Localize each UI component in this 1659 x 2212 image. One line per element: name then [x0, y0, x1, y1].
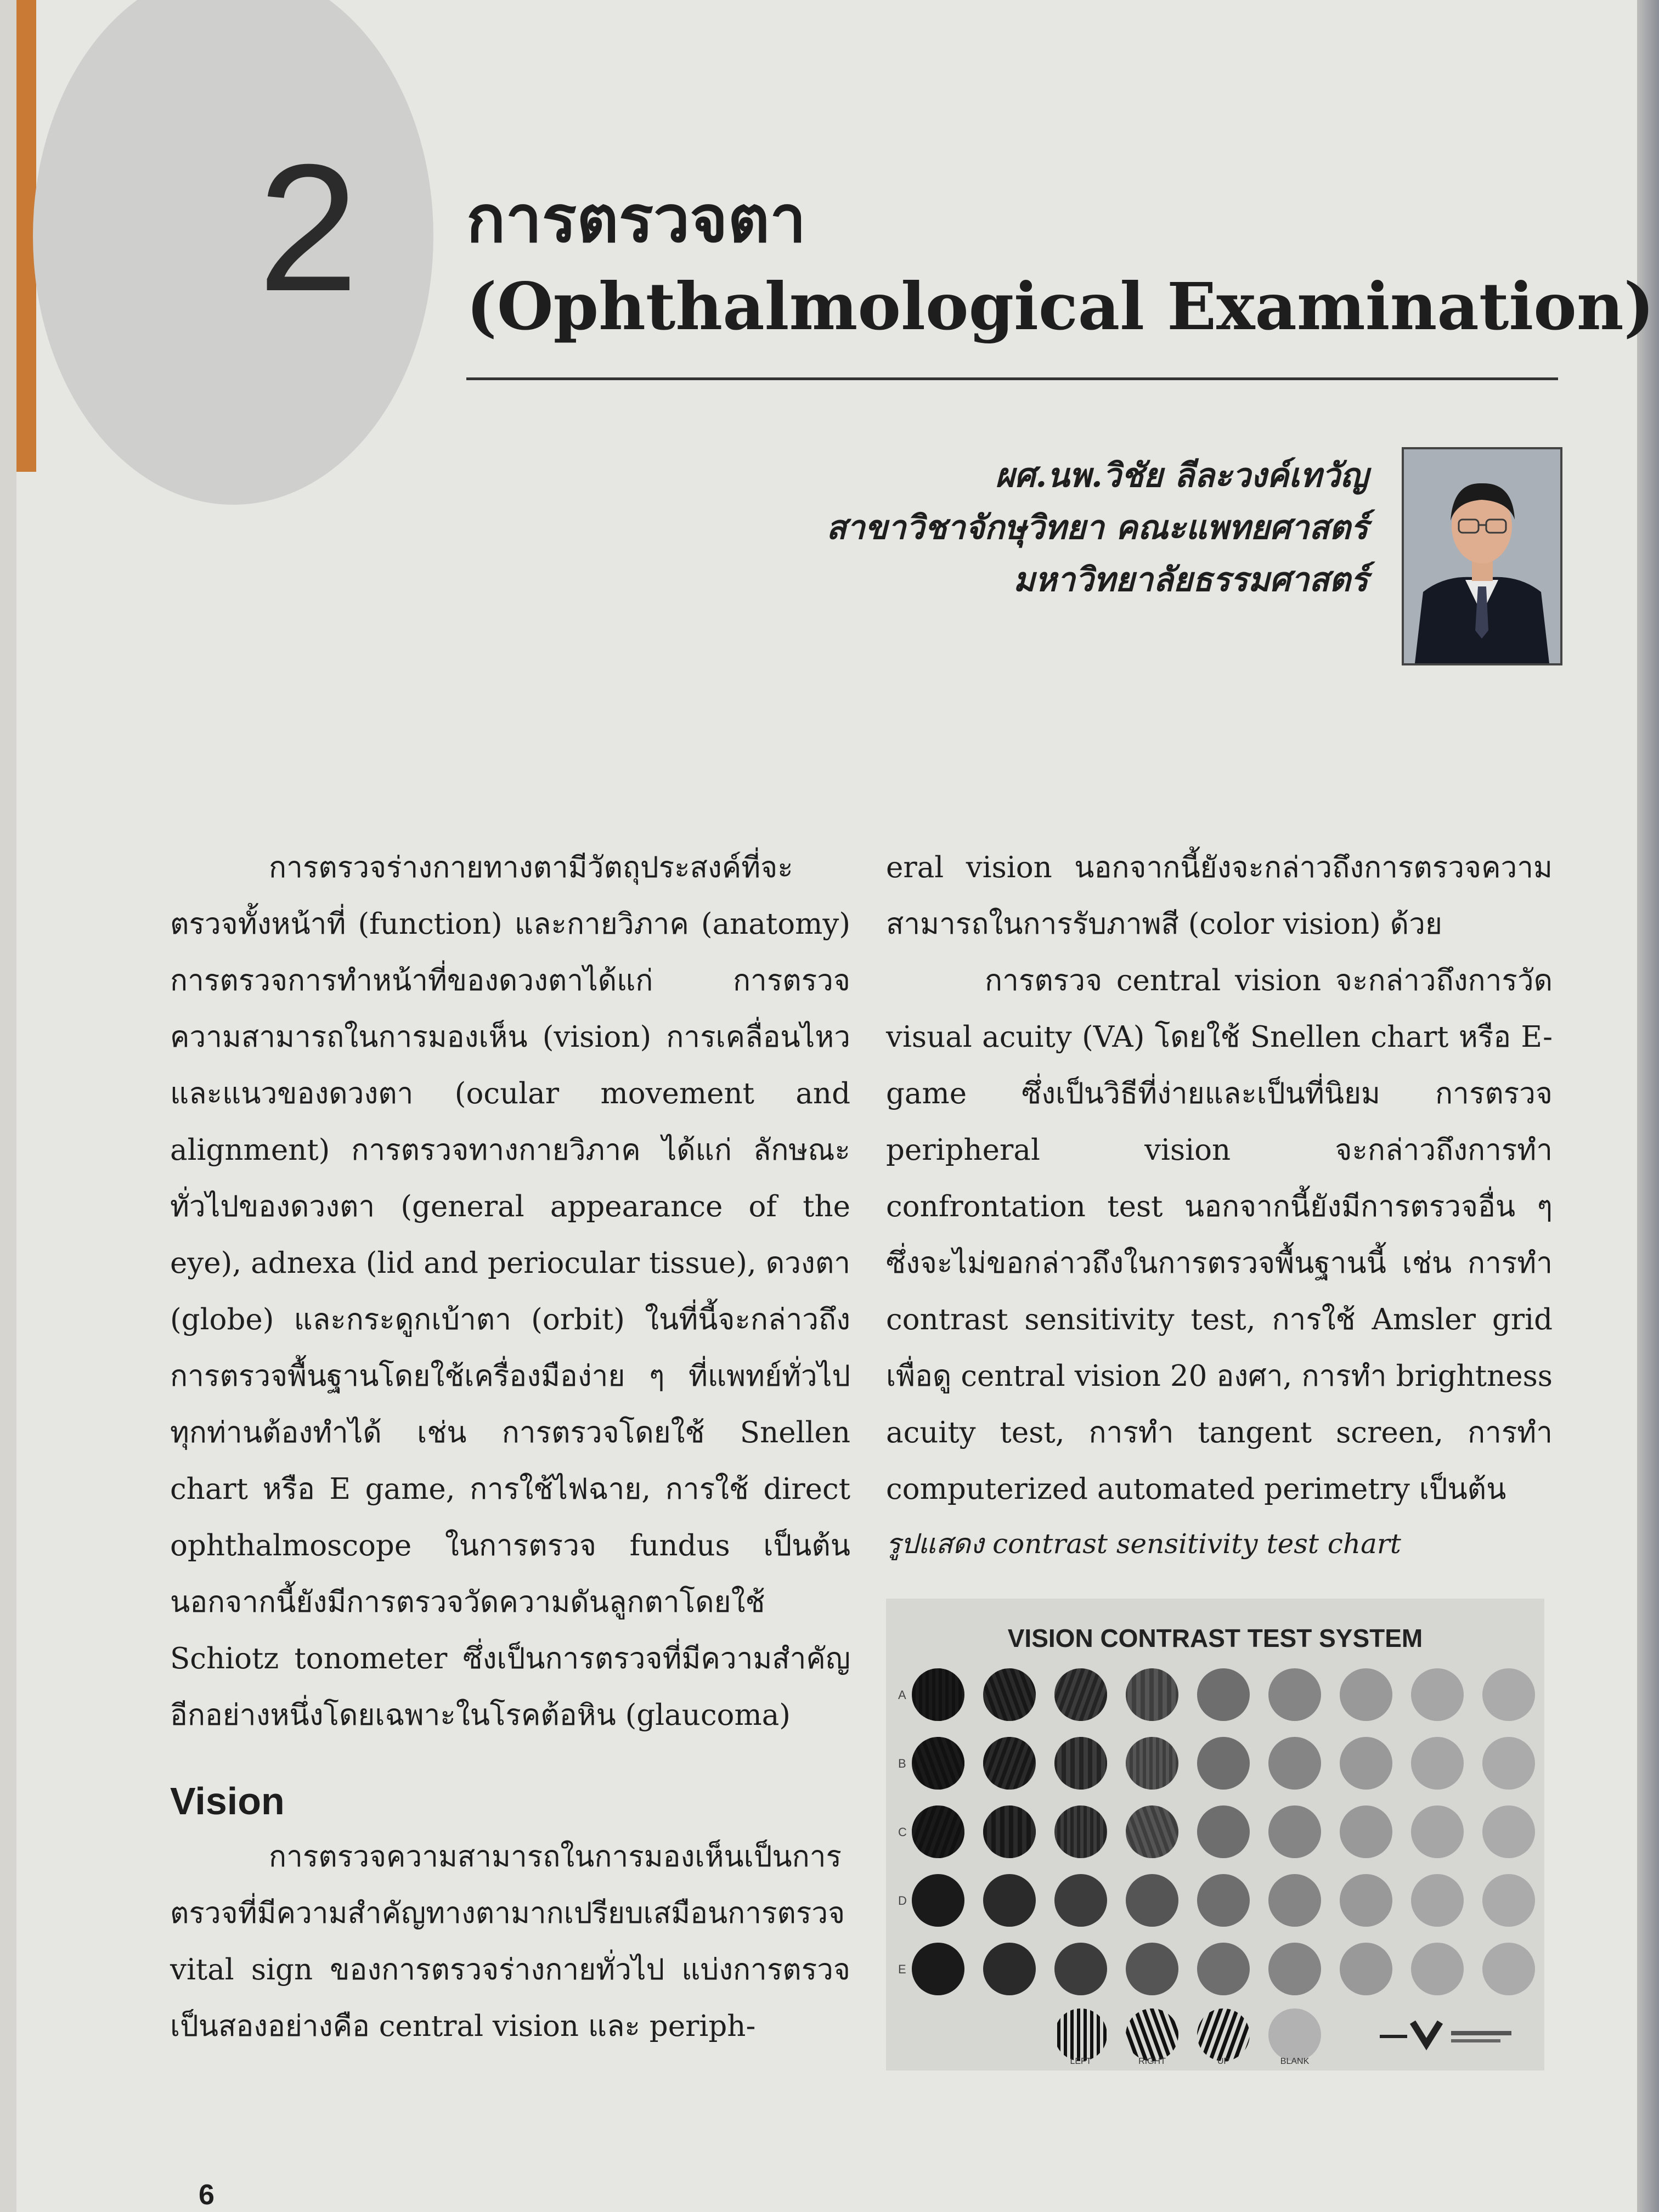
contrast-disc [1126, 1874, 1178, 1927]
contrast-disc-grating [983, 1737, 1036, 1790]
contrast-chart-svg [886, 1599, 1544, 2070]
contrast-disc [1411, 1805, 1464, 1858]
demo-disc [1054, 2008, 1107, 2061]
contrast-disc [1340, 1874, 1392, 1927]
contrast-disc [1411, 1737, 1464, 1790]
book-spine-shadow [0, 0, 16, 2212]
contrast-disc [1197, 1874, 1250, 1927]
title-divider [466, 377, 1558, 380]
contrast-disc [1268, 1805, 1321, 1858]
intro-paragraph: การตรวจร่างกายทางตามีวัตถุประสงค์ที่จะตรวจทั้งหน้าที่ (function) และกายวิภาค (anatomy) การตรวจการทำหน้าที่ของดวงตาได้แก่ การตรวจความสามารถในการมองเห็น (vision) การเคลื่อนไหวและแนวของดวงตา (ocular movement and alignment) การตรวจทางกายวิภาค ได้แก่ ลักษณะทั่วไปของดวงตา (general appearance of the eye), adnexa (lid and periocular tissue), ดวงตา (globe) และกระดูกเบ้าตา (orbit) ในที่นี้จะกล่าวถึงการตรวจพื้นฐานโดยใช้เครื่องมือง่าย ๆ ที่แพทย์ทั่วไปทุกท่านต้องทำได้ เช่น การตรวจโดยใช้ Snellen chart หรือ E game, การใช้ไฟฉาย, การใช้ direct ophthalmoscope ในการตรวจ fundus เป็นต้น นอกจากนี้ยังมีการตรวจวัดความดันลูกตาโดยใช้ Schiotz tonometer ซึ่งเป็นการตรวจที่มีความสำคัญอีกอย่างหนึ่งโดยเฉพาะในโรคต้อหิน (glaucoma) [170, 851, 850, 1732]
contrast-disc-grating [983, 1668, 1036, 1721]
contrast-disc-grating [1054, 1737, 1107, 1790]
contrast-disc [1197, 1668, 1250, 1721]
contrast-disc [912, 1874, 964, 1927]
author-photo [1402, 447, 1562, 665]
contrast-disc [1268, 1737, 1321, 1790]
blank-disc [1268, 2008, 1321, 2061]
author-name: ผศ.นพ.วิชัย ลีละวงค์เทวัญ [995, 456, 1368, 495]
check-mark-icon [1380, 2022, 1511, 2044]
vision-paragraph: การตรวจความสามารถในการมองเห็นเป็นการตรวจที่มีความสำคัญทางตามากเปรียบเสมือนการตรวจ vital sign ของการตรวจร่างกายทั่วไป แบ่งการตรวจเป็นสองอย่างคือ central vision และ periph- [170, 1840, 850, 2043]
left-column [170, 839, 850, 2055]
contrast-disc [1340, 1943, 1392, 1995]
contrast-disc [1340, 1668, 1392, 1721]
demo-disc-label: UP [1217, 2057, 1230, 2066]
chapter-title-thai: การตรวจตา [466, 180, 806, 257]
chapter-title-english: (Ophthalmological Examination) [466, 268, 1655, 345]
contrast-disc [912, 1943, 964, 1995]
demo-disc [1197, 2008, 1250, 2061]
row-label: E [898, 1962, 906, 1976]
contrast-disc-grating [1126, 1737, 1178, 1790]
contrast-disc [1340, 1805, 1392, 1858]
contrast-disc-grating [1054, 1668, 1107, 1721]
author-block [826, 450, 1368, 606]
contrast-disc [983, 1874, 1036, 1927]
contrast-disc [1268, 1943, 1321, 1995]
row-label: C [898, 1825, 907, 1839]
contrast-disc-grating [983, 1805, 1036, 1858]
contrast-disc-grating [912, 1668, 964, 1721]
row-label: D [898, 1894, 907, 1908]
contrast-disc [983, 1943, 1036, 1995]
right-paragraph-1: eral vision นอกจากนี้ยังจะกล่าวถึงการตรวจความสามารถในการรับภาพสี (color vision) ด้วย [886, 851, 1553, 941]
contrast-disc [1054, 1943, 1107, 1995]
demo-disc-label: RIGHT [1138, 2057, 1166, 2066]
contrast-disc-grating [1054, 1805, 1107, 1858]
contrast-disc [1411, 1943, 1464, 1995]
contrast-disc [1482, 1737, 1535, 1790]
demo-disc-label: LEFT [1070, 2057, 1092, 2066]
contrast-disc [1482, 1805, 1535, 1858]
contrast-disc-grating [1126, 1668, 1178, 1721]
contrast-disc [1197, 1943, 1250, 1995]
contrast-disc [1482, 1943, 1535, 1995]
contrast-disc [1411, 1668, 1464, 1721]
contrast-disc-grating [912, 1737, 964, 1790]
right-paragraph-2: การตรวจ central vision จะกล่าวถึงการวัด visual acuity (VA) โดยใช้ Snellen chart หรือ E-game ซึ่งเป็นวิธีที่ง่ายและเป็นที่นิยม การตรวจ peripheral vision จะกล่าวถึงการทำ confrontation test นอกจากนี้ยังมีการตรวจอื่น ๆ ซึ่งจะไม่ขอกล่าวถึงในการตรวจพื้นฐานนี้ เช่น การทำ contrast sensitivity test, การใช้ Amsler grid เพื่อดู central vision 20 องศา, การทำ brightness acuity test, การทำ tangent screen, การทำ computerized automated perimetry เป็นต้น [886, 964, 1553, 1506]
contrast-disc [1126, 1943, 1178, 1995]
right-column [886, 839, 1553, 2070]
contrast-disc-grating [912, 1805, 964, 1858]
contrast-disc [1197, 1737, 1250, 1790]
contrast-disc [1482, 1668, 1535, 1721]
figure-caption: รูปแสดง contrast sensitivity test chart [886, 1528, 1401, 1560]
demo-disc [1126, 2008, 1178, 2061]
row-label: A [898, 1688, 906, 1702]
contrast-disc [1340, 1737, 1392, 1790]
chapter-circle-decoration [33, 0, 433, 505]
author-department: สาขาวิชาจักษุวิทยา คณะแพทยศาสตร์ [826, 509, 1368, 547]
contrast-disc [1268, 1874, 1321, 1927]
section-heading-vision: Vision [170, 1780, 285, 1822]
chapter-number: 2 [258, 126, 359, 329]
page-number: 6 [199, 2179, 215, 2211]
contrast-chart-figure [886, 1599, 1544, 2070]
contrast-disc [1268, 1668, 1321, 1721]
contrast-disc-grating [1126, 1805, 1178, 1858]
contrast-disc [1054, 1874, 1107, 1927]
contrast-disc [1411, 1874, 1464, 1927]
row-label: B [898, 1757, 906, 1770]
contrast-disc [1482, 1874, 1535, 1927]
author-university: มหาวิทยาลัยธรรมศาสตร์ [1013, 561, 1368, 599]
contrast-disc [1197, 1805, 1250, 1858]
chart-title: VISION CONTRAST TEST SYSTEM [1007, 1624, 1423, 1652]
demo-disc-label: BLANK [1280, 2057, 1310, 2066]
